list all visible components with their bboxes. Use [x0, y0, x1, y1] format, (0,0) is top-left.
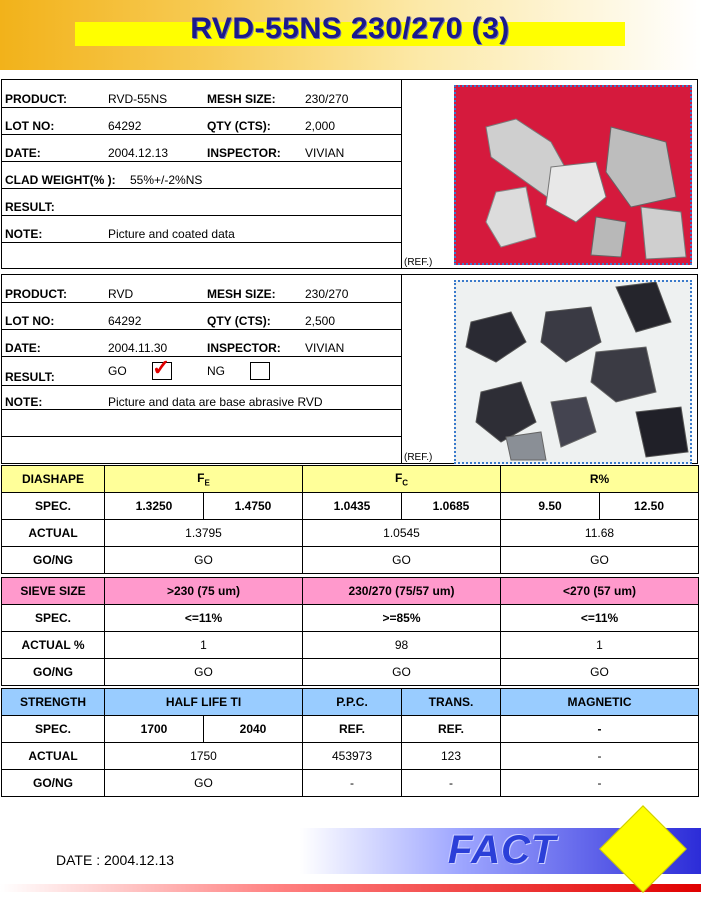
half-life-header: HALF LIFE TI — [105, 689, 303, 716]
qty-label: QTY (CTS): — [207, 119, 271, 133]
inspector-value: VIVIAN — [305, 341, 345, 355]
gong-label: GO/NG — [2, 770, 105, 797]
gong-cell: GO — [105, 770, 303, 797]
sieve-header: SIEVE SIZE — [2, 578, 105, 605]
mesh-label: MESH SIZE: — [207, 287, 276, 301]
checkmark-icon: ✓ — [152, 355, 171, 380]
date-label: DATE: — [5, 146, 41, 160]
spec-label: SPEC. — [2, 605, 105, 632]
coated-crystal-photo — [454, 85, 692, 265]
gong-cell: GO — [501, 547, 699, 574]
actual-cell: 11.68 — [501, 520, 699, 547]
inspector-label: INSPECTOR: — [207, 146, 281, 160]
result-label: RESULT: — [5, 370, 55, 384]
ref-label: (REF.) — [404, 452, 433, 463]
panel-divider — [401, 80, 402, 268]
page-title: RVD-55NS 230/270 (3) — [190, 12, 510, 45]
date-label: DATE: — [5, 341, 41, 355]
actual-cell: - — [501, 743, 699, 770]
spec-label: SPEC. — [2, 716, 105, 743]
spec-cell: <=11% — [105, 605, 303, 632]
note-label: NOTE: — [5, 227, 43, 241]
ng-checkbox[interactable] — [250, 362, 270, 380]
sieve-table — [1, 577, 699, 686]
ppc-header: P.P.C. — [303, 689, 402, 716]
fc-main: F — [394, 470, 403, 485]
gong-cell: GO — [105, 547, 303, 574]
lot-label: LOT NO: — [5, 119, 55, 133]
clad-weight-label: CLAD WEIGHT(% ): — [5, 173, 116, 187]
trans-header: TRANS. — [402, 689, 501, 716]
spec-cell: 1.3250 — [105, 493, 204, 520]
fe-sub: E — [204, 478, 210, 488]
inspector-label: INSPECTOR: — [207, 341, 281, 355]
note-label: NOTE: — [5, 395, 43, 409]
gong-label: GO/NG — [2, 547, 105, 574]
diashape-header: DIASHAPE — [2, 466, 105, 493]
fact-logo: FACT — [448, 828, 557, 872]
diamond-logo-icon — [599, 805, 687, 893]
gong-cell: - — [303, 770, 402, 797]
lot-value: 64292 — [108, 119, 142, 133]
actual-cell: 1 — [105, 632, 303, 659]
note-value: Picture and data are base abrasive RVD — [108, 395, 323, 409]
actual-cell: 123 — [402, 743, 501, 770]
qty-value: 2,000 — [305, 119, 336, 133]
r-header: R% — [501, 466, 699, 493]
magnetic-header: MAGNETIC — [501, 689, 699, 716]
panel-divider — [401, 275, 402, 463]
actual-label: ACTUAL % — [2, 632, 105, 659]
actual-cell: 1.0545 — [303, 520, 501, 547]
coated-product-panel — [1, 79, 698, 269]
gong-cell: - — [501, 770, 699, 797]
spec-cell: REF. — [303, 716, 402, 743]
base-abrasive-panel — [1, 274, 698, 464]
inspector-value: VIVIAN — [305, 146, 345, 160]
spec-cell: 1.4750 — [204, 493, 303, 520]
spec-cell: <=11% — [501, 605, 699, 632]
gong-label: GO/NG — [2, 659, 105, 686]
spec-cell: 1.0435 — [303, 493, 402, 520]
qty-label: QTY (CTS): — [207, 314, 271, 328]
spec-cell: >=85% — [303, 605, 501, 632]
fc-header — [303, 466, 501, 493]
product-value: RVD — [108, 287, 134, 301]
clad-weight-value: 55%+/-2%NS — [130, 173, 203, 187]
footer-red-bar — [0, 884, 701, 892]
actual-label: ACTUAL — [2, 520, 105, 547]
base-crystal-photo — [454, 280, 692, 464]
strength-header: STRENGTH — [2, 689, 105, 716]
actual-cell: 1 — [501, 632, 699, 659]
product-value: RVD-55NS — [108, 92, 168, 106]
lot-value: 64292 — [108, 314, 142, 328]
spec-cell: REF. — [402, 716, 501, 743]
spec-cell: - — [501, 716, 699, 743]
mesh-label: MESH SIZE: — [207, 92, 276, 106]
spec-cell: 12.50 — [600, 493, 699, 520]
gong-cell: - — [402, 770, 501, 797]
footer-date: DATE : 2004.12.13 — [56, 852, 175, 868]
lot-label: LOT NO: — [5, 314, 55, 328]
spec-cell: 9.50 — [501, 493, 600, 520]
product-label: PRODUCT: — [5, 92, 67, 106]
ng-label: NG — [207, 364, 225, 378]
spec-cell: 1.0685 — [402, 493, 501, 520]
date-value: 2004.12.13 — [108, 146, 169, 160]
actual-cell: 98 — [303, 632, 501, 659]
actual-cell: 1.3795 — [105, 520, 303, 547]
gong-cell: GO — [105, 659, 303, 686]
strength-table — [1, 688, 699, 797]
spec-cell: 2040 — [204, 716, 303, 743]
spec-label: SPEC. — [2, 493, 105, 520]
fe-main: F — [197, 470, 205, 485]
note-value: Picture and coated data — [108, 227, 235, 241]
product-label: PRODUCT: — [5, 287, 67, 301]
sieve-col-header: 230/270 (75/57 um) — [303, 578, 501, 605]
mesh-value: 230/270 — [305, 287, 349, 301]
actual-label: ACTUAL — [2, 743, 105, 770]
sieve-col-header: >230 (75 um) — [105, 578, 303, 605]
sieve-col-header: <270 (57 um) — [501, 578, 699, 605]
fc-sub: C — [402, 478, 409, 488]
gong-cell: GO — [303, 547, 501, 574]
gong-cell: GO — [303, 659, 501, 686]
result-label: RESULT: — [5, 200, 55, 214]
gong-cell: GO — [501, 659, 699, 686]
fe-header — [105, 466, 303, 493]
go-label: GO — [108, 364, 127, 378]
mesh-value: 230/270 — [305, 92, 349, 106]
ref-label: (REF.) — [404, 257, 433, 268]
actual-cell: 1750 — [105, 743, 303, 770]
qty-value: 2,500 — [305, 314, 336, 328]
date-value: 2004.11.30 — [108, 341, 168, 355]
actual-cell: 453973 — [303, 743, 402, 770]
spec-cell: 1700 — [105, 716, 204, 743]
diashape-table — [1, 465, 699, 574]
